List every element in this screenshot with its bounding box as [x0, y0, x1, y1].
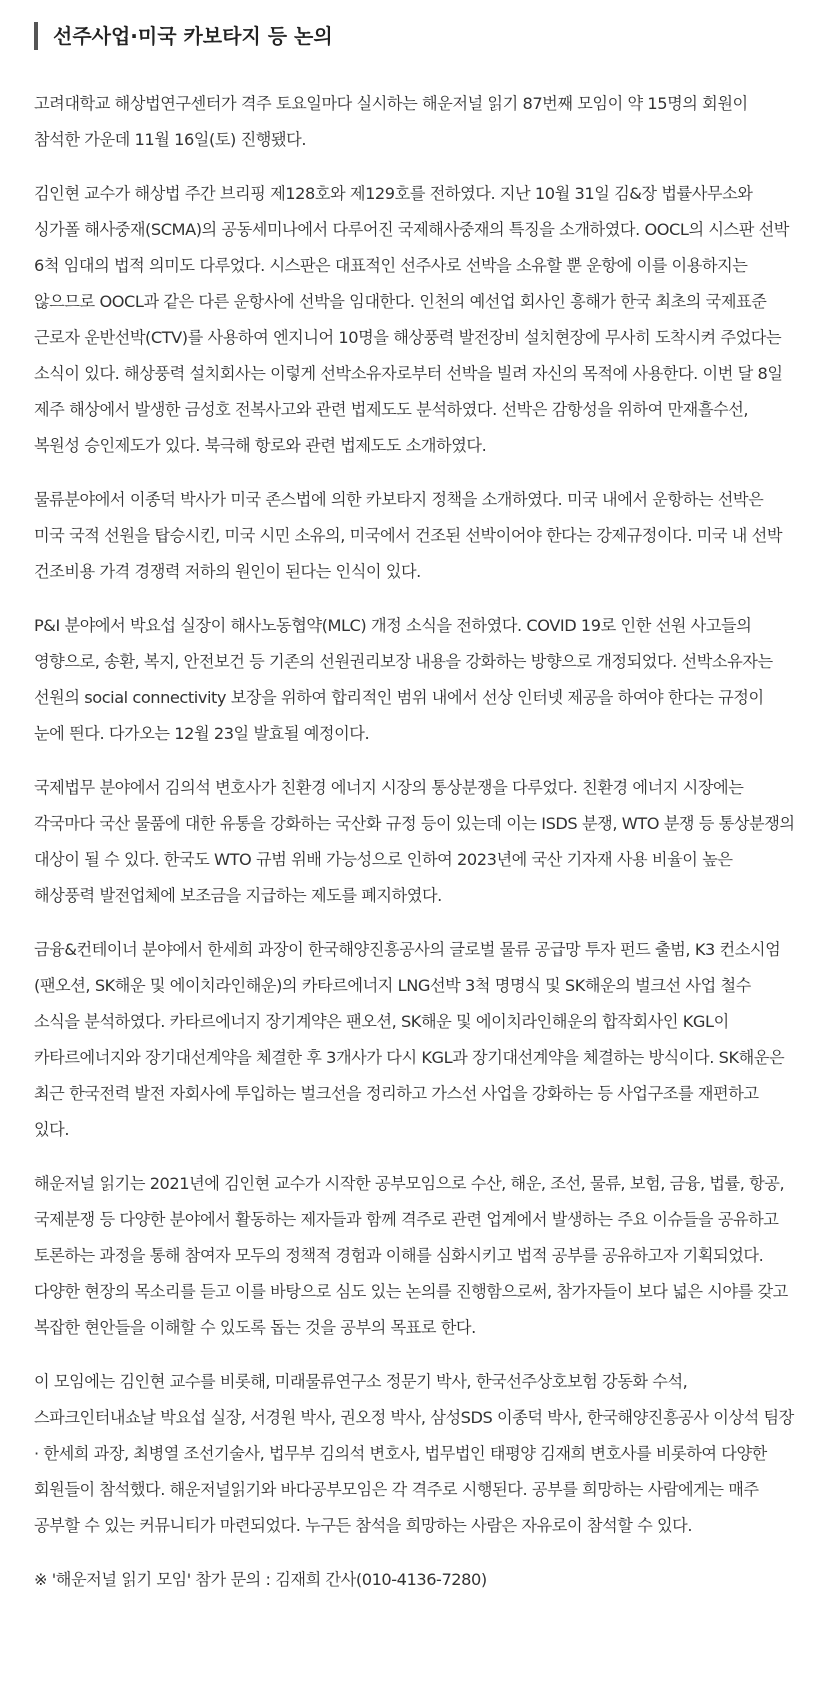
- paragraph-logistics-cabotage: 물류분야에서 이종덕 박사가 미국 존스법에 의한 카보타지 정책을 소개하였다. 미국 내에서 운항하는 선박은 미국 국적 선원을 탑승시킨, 미국 시민 소유의, 미국에서 건조된 선박이어야 한다는 강제규정이다. 미국 내 선박 건조비용 가격 경쟁력 저하의 원인이 된다는 인식이 있다.: [34, 490, 783, 581]
- paragraph-attendees: 이 모임에는 김인현 교수를 비롯해, 미래물류연구소 정문기 박사, 한국선주상호보험 강동화 수석, 스파크인터내쇼날 박요섭 실장, 서경원 박사, 권오정 박사, 삼성SDS 이종덕 박사, 한국해양진흥공사 이상석 팀장 · 한세희 과장, 최병열 조선기술사, 법무부 김의석 변호사, 법무법인 태평양 김재희 변호사를 비롯하여 다양한 회원들이 참석했다. 해운저널읽기와 바다공부모임은 각 격주로 시행된다. 공부를 희망하는 사람에게는 매주 공부할 수 있는 커뮤니티가 마련되었다. 누구든 참석을 희망하는 사람은 자유로이 참석할 수 있다.: [34, 1372, 794, 1535]
- paragraph-international-law: 국제법무 분야에서 김의석 변호사가 친환경 에너지 시장의 통상분쟁을 다루었다. 친환경 에너지 시장에는 각국마다 국산 물품에 대한 유통을 강화하는 국산화 규정 등이 있는데 이는 ISDS 분쟁, WTO 분쟁 등 통상분쟁의 대상이 될 수 있다. 한국도 WTO 규범 위배 가능성으로 인하여 2023년에 국산 기자재 사용 비율이 높은 해상풍력 발전업체에 보조금을 지급하는 제도를 폐지하였다.: [34, 778, 795, 905]
- paragraph-meeting-intro: 고려대학교 해상법연구센터가 격주 토요일마다 실시하는 해운저널 읽기 87번째 모임이 약 15명의 회원이 참석한 가운데 11월 16일(토) 진행됐다.: [34, 94, 748, 149]
- contact-note: ※ '해운저널 읽기 모임' 참가 문의 : 김재희 간사(010-4136-7280): [34, 1570, 487, 1589]
- section-subheading: 선주사업·미국 카보타지 등 논의: [34, 22, 796, 50]
- paragraph-finance-container: 금융&컨테이너 분야에서 한세희 과장이 한국해양진흥공사의 글로벌 물류 공급망 투자 펀드 출범, K3 컨소시엄(팬오션, SK해운 및 에이치라인해운)의 카타르에너지 LNG선박 3척 명명식 및 SK해운의 벌크선 사업 철수 소식을 분석하였다. 카타르에너지 장기계약은 팬오션, SK해운 및 에이치라인해운의 합작회사인 KGL이 카타르에너지와 장기대선계약을 체결한 후 3개사가 다시 KGL과 장기대선계약을 체결하는 방식이다. SK해운은 최근 한국전력 발전 자회사에 투입하는 벌크선을 정리하고 가스선 사업을 강화하는 등 사업구조를 재편하고 있다.: [34, 940, 785, 1139]
- paragraph-pandi-mlc: P&I 분야에서 박요섭 실장이 해사노동협약(MLC) 개정 소식을 전하였다. COVID 19로 인한 선원 사고들의 영향으로, 송환, 복지, 안전보건 등 기존의 선원권리보장 내용을 강화하는 방향으로 개정되었다. 선박소유자는 선원의 social connectivity 보장을 위하여 합리적인 범위 내에서 선상 인터넷 제공을 하여야 한다는 규정이 눈에 띈다. 다가오는 12월 23일 발효될 예정이다.: [34, 616, 773, 743]
- paragraph-study-group-about: 해운저널 읽기는 2021년에 김인현 교수가 시작한 공부모임으로 수산, 해운, 조선, 물류, 보험, 금융, 법률, 항공, 국제분쟁 등 다양한 분야에서 활동하는 제자들과 함께 격주로 관련 업계에서 발생하는 주요 이슈들을 공유하고 토론하는 과정을 통해 참여자 모두의 정책적 경험과 이해를 심화시키고 법적 공부를 공유하고자 기획되었다. 다양한 현장의 목소리를 듣고 이를 바탕으로 심도 있는 논의를 진행함으로써, 참가자들이 보다 넓은 시야를 갖고 복잡한 현안들을 이해할 수 있도록 돕는 것을 공부의 목표로 한다.: [34, 1174, 788, 1337]
- paragraph-maritime-law-briefing: 김인현 교수가 해상법 주간 브리핑 제128호와 제129호를 전하였다. 지난 10월 31일 김&장 법률사무소와 싱가폴 해사중재(SCMA)의 공동세미나에서 다루어진 국제해사중재의 특징을 소개하였다. OOCL의 시스판 선박 6척 임대의 법적 의미도 다루었다. 시스판은 대표적인 선주사로 선박을 소유할 뿐 운항에 이를 이용하지는 않으므로 OOCL과 같은 다른 운항사에 선박을 임대한다. 인천의 예선업 회사인 흥해가 한국 최초의 국제표준 근로자 운반선박(CTV)를 사용하여 엔지니어 10명을 해상풍력 발전장비 설치현장에 무사히 도착시켜 주었다는 소식이 있다. 해상풍력 설치회사는 이렇게 선박소유자로부터 선박을 빌려 자신의 목적에 사용한다. 이번 달 8일 제주 해상에서 발생한 금성호 전복사고와 관련 법제도도 분석하였다. 선박은 감항성을 위하여 만재흘수선, 복원성 승인제도가 있다. 북극해 항로와 관련 법제도도 소개하였다.: [34, 184, 789, 455]
- article-body: [34, 0, 796, 1598]
